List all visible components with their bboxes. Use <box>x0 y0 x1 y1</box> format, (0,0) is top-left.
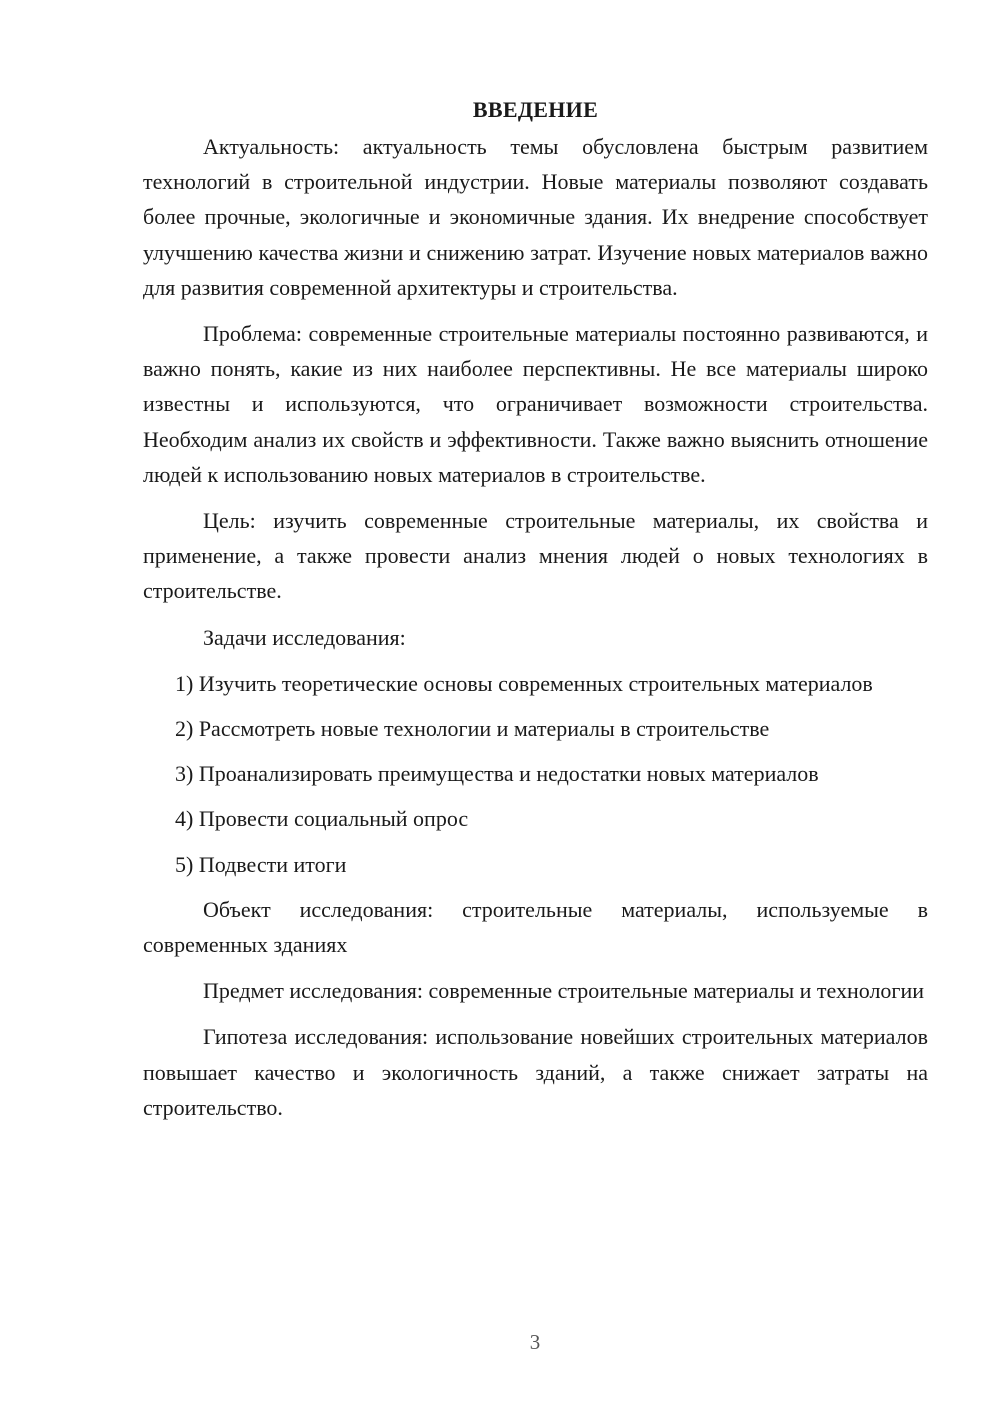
task-item: 5) Подвести итоги <box>175 851 347 877</box>
paragraph-tasks-heading: Задачи исследования: <box>203 624 406 650</box>
paragraph-goal: Цель: изучить современные строительные материалы, их свойства и применение, а также провести анализ мнения людей о новых технологиях в строительстве. <box>143 508 928 604</box>
task-item: 3) Проанализировать преимущества и недостатки новых материалов <box>175 761 819 787</box>
task-item: 2) Рассмотреть новые технологии и материалы в строительстве <box>175 716 770 742</box>
paragraph-object: Объект исследования: строительные материалы, используемые в современных зданиях <box>143 896 928 958</box>
paragraph-relevance: Актуальность: актуальность темы обусловлена быстрым развитием технологий в строительной индустрии. Новые материалы позволяют создавать более прочные, экологичные и экономичные здания. Их внедрение способствует улучшению качества жизни и снижению затрат. Изучение новых материалов важно для развития современной архитектуры и строительства. <box>143 134 928 300</box>
task-item: 1) Изучить теоретические основы современных строительных материалов <box>175 670 873 696</box>
section-title: ВВЕДЕНИЕ <box>472 97 599 122</box>
paragraph-hypothesis: Гипотеза исследования: использование новейших строительных материалов повышает качество и экологичность зданий, а также снижает затраты на строительство. <box>143 1024 928 1120</box>
task-item: 4) Провести социальный опрос <box>175 806 469 832</box>
page-number: 3 <box>529 1330 541 1354</box>
paragraph-subject: Предмет исследования: современные строительные материалы и технологии <box>203 978 925 1004</box>
document-page <box>143 92 928 1125</box>
paragraph-problem: Проблема: современные строительные материалы постоянно развиваются, и важно понять, какие из них наиболее перспективны. Не все материалы широко известны и используются, что ограничивает возможности строительства. Необходим анализ их свойств и эффективности. Также важно выяснить отношение людей к использованию новых материалов в строительстве. <box>143 321 928 487</box>
